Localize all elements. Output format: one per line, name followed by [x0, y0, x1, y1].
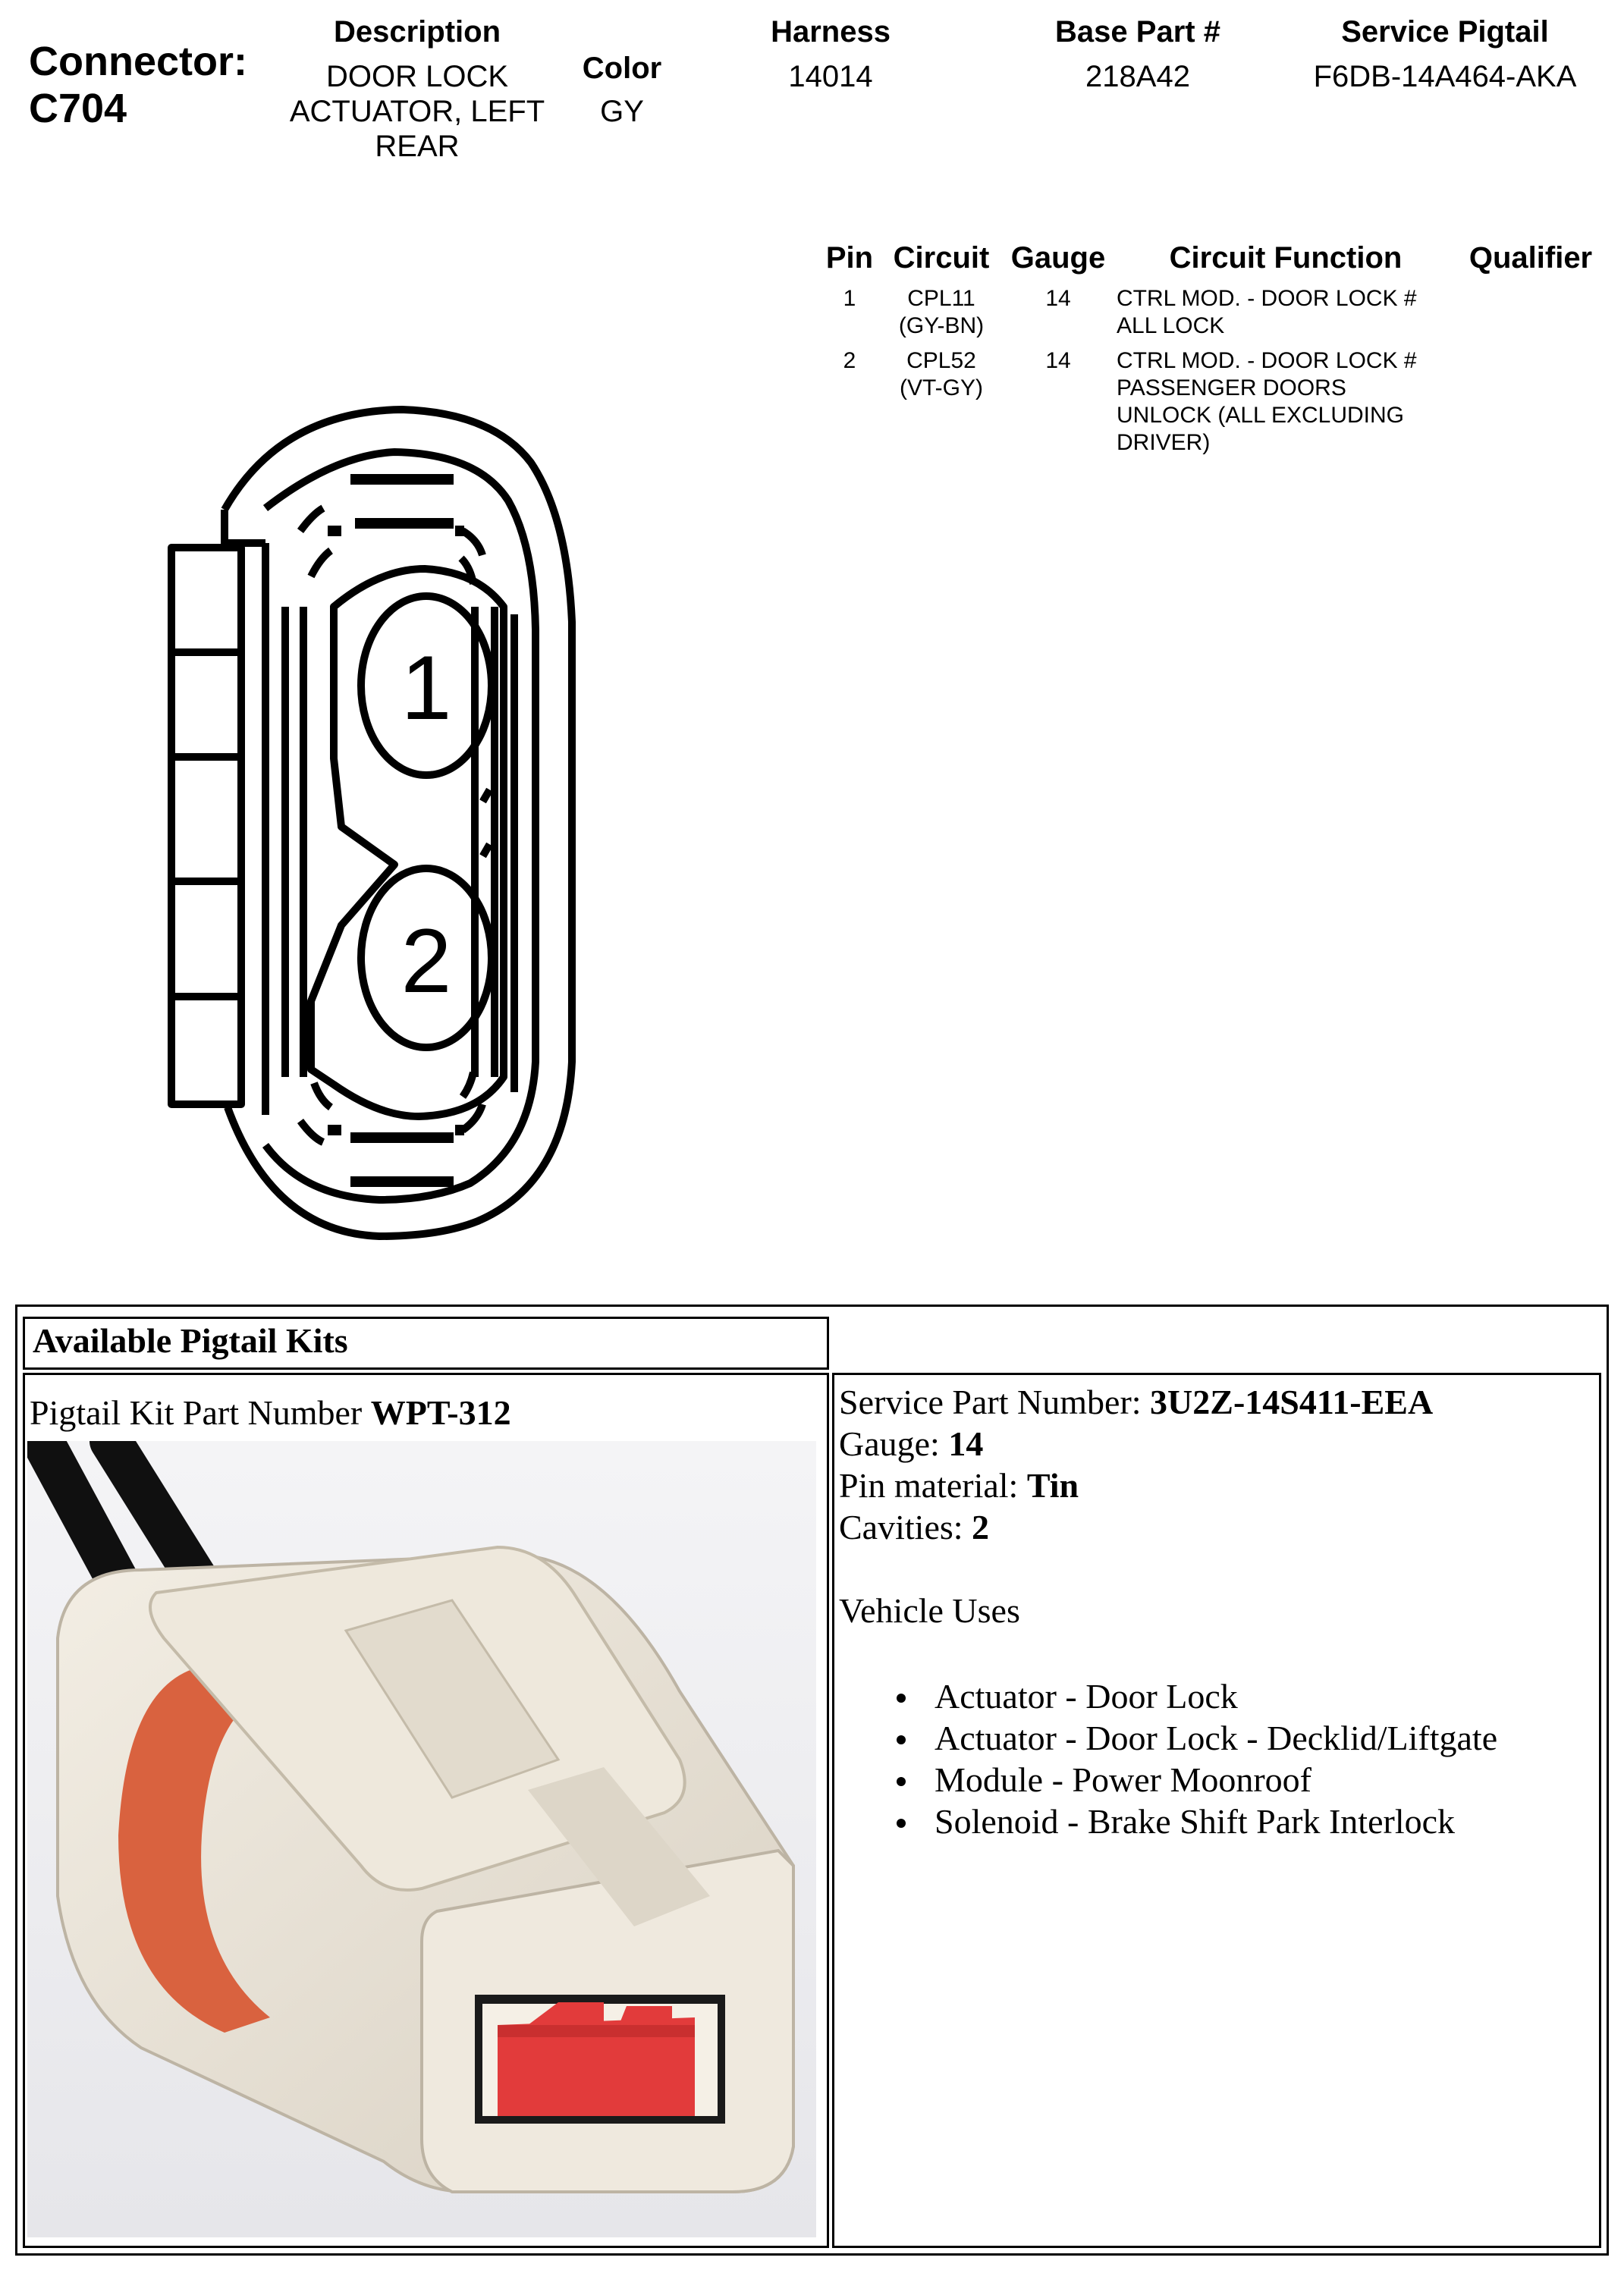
pin-number: 2 [843, 348, 856, 373]
circuit-code: CPL52 [906, 348, 976, 373]
harness-value: 14014 [788, 60, 873, 93]
function-line: UNLOCK (ALL EXCLUDING [1117, 403, 1404, 428]
cavity-2-number: 2 [401, 910, 452, 1012]
connector-label-block [29, 38, 247, 132]
cavities-value: 2 [972, 1508, 990, 1546]
list-item: Actuator - Door Lock - Decklid/Liftgate [839, 1717, 1594, 1759]
gauge-cell: 14 [1045, 286, 1071, 311]
pigtail-connector-photo [27, 1441, 816, 2237]
function-line: PASSENGER DOORS [1117, 375, 1346, 400]
gauge-info [839, 1423, 1594, 1465]
circuit-function-column-header: Circuit Function [1169, 241, 1403, 275]
connector-id: C704 [29, 86, 127, 131]
pigtail-kits-title: Available Pigtail Kits [33, 1321, 348, 1360]
description-value [273, 59, 561, 164]
circuit-code: CPL11 [907, 286, 975, 311]
circuit-cell [884, 347, 998, 402]
gauge-column-header: Gauge [1010, 241, 1106, 275]
vehicle-uses-heading: Vehicle Uses [839, 1591, 1020, 1630]
list-item: Solenoid - Brake Shift Park Interlock [839, 1801, 1594, 1842]
circuit-function-cell [1117, 347, 1450, 457]
cavities-info [839, 1506, 1594, 1548]
connector-label: Connector: [29, 39, 247, 84]
service-part-info-cell [832, 1373, 1601, 2248]
service-pigtail-header: Service Pigtail [1341, 15, 1549, 49]
description-line: REAR [375, 130, 460, 163]
pin-material-value: Tin [1026, 1466, 1079, 1505]
connector-face-diagram [152, 379, 698, 1282]
base-part-value: 218A42 [1085, 60, 1190, 93]
pin-number: 1 [843, 286, 856, 311]
harness-header: Harness [771, 15, 891, 49]
qualifier-column-header: Qualifier [1469, 241, 1593, 275]
pigtail-kit-label: Pigtail Kit Part Number [30, 1393, 371, 1432]
pigtail-kit-part-number [30, 1392, 822, 1433]
description-header: Description [333, 15, 501, 49]
latch-tab [171, 548, 241, 1104]
pin-column-header: Pin [825, 241, 874, 275]
vehicle-uses-list [839, 1675, 1594, 1842]
service-part-number [839, 1381, 1594, 1423]
cavities-label: Cavities: [839, 1508, 972, 1546]
list-item: Module - Power Moonroof [839, 1759, 1594, 1801]
circuit-cell [884, 285, 998, 340]
gauge-value: 14 [948, 1424, 984, 1463]
circuit-function-cell [1117, 285, 1450, 340]
color-header: Color [582, 52, 662, 85]
pin-material-info [839, 1465, 1594, 1506]
gauge-cell: 14 [1045, 348, 1071, 373]
pigtail-kits-title-cell [23, 1317, 829, 1370]
gauge-label: Gauge: [839, 1424, 949, 1463]
function-line: CTRL MOD. - DOOR LOCK # [1117, 286, 1417, 311]
function-line: DRIVER) [1117, 430, 1211, 455]
pigtail-kit-number: WPT-312 [370, 1393, 511, 1432]
base-part-header: Base Part # [1055, 15, 1220, 49]
service-part-value: 3U2Z-14S411-EEA [1150, 1383, 1434, 1421]
description-line: DOOR LOCK [325, 60, 509, 93]
function-line: CTRL MOD. - DOOR LOCK # [1117, 348, 1417, 373]
list-item: Actuator - Door Lock [839, 1675, 1594, 1717]
color-value: GY [600, 95, 644, 128]
circuit-color: (GY-BN) [898, 313, 985, 338]
pin-material-label: Pin material: [839, 1466, 1027, 1505]
service-part-label: Service Part Number: [839, 1383, 1151, 1421]
circuit-column-header: Circuit [893, 241, 990, 275]
description-line: ACTUATOR, LEFT [289, 95, 545, 128]
function-line: ALL LOCK [1117, 313, 1225, 338]
cavity-1-number: 1 [401, 637, 452, 739]
circuit-color: (VT-GY) [900, 375, 983, 400]
service-pigtail-value: F6DB-14A464-AKA [1313, 60, 1577, 93]
